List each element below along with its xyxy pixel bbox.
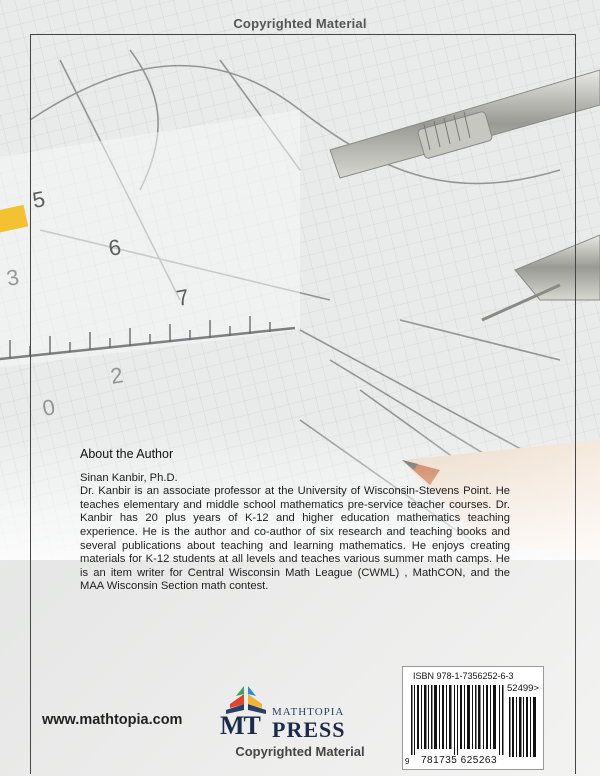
about-heading: About the Author [80, 447, 174, 461]
isbn-text: ISBN 978-1-7356252-6-3 [413, 671, 514, 681]
book-stack-icon [222, 684, 270, 714]
price-code: 52499> [507, 683, 539, 694]
author-name: Sinan Kanbir, Ph.D. [80, 471, 178, 484]
publisher-logo [220, 684, 370, 744]
logo-monogram: MT [220, 711, 260, 740]
watermark-top: Copyrighted Material [233, 16, 367, 31]
watermark-bottom: Copyrighted Material [235, 744, 365, 759]
website-link[interactable]: www.mathtopia.com [42, 712, 183, 728]
barcode-prefix: 9 [405, 757, 410, 766]
barcode-digits: 781735 625263 [421, 755, 498, 766]
logo-press: PRESS [272, 717, 346, 742]
logo-brand: MATHTOPIA [272, 706, 345, 718]
author-bio: Dr. Kanbir is an associate professor at the University of Wisconsin-Stevens Point. He teaches elementary and middle school mathematics pre-service teacher courses. Dr. Kanbir has 20 plus years of K-12 and higher education mathematics teaching experience. He is the author and co-author of six research and teaching books and several publications about teaching and learning mathematics. He enjoys creating materials for K-12 students at all levels and teaches various summer math camps. He is an item writer for Central Wisconsin Math League (CWML) , MathCON, and the MAA Wisconsin Section math contest. [80, 485, 510, 593]
cover-frame [30, 34, 576, 774]
about-author-section [80, 448, 510, 594]
